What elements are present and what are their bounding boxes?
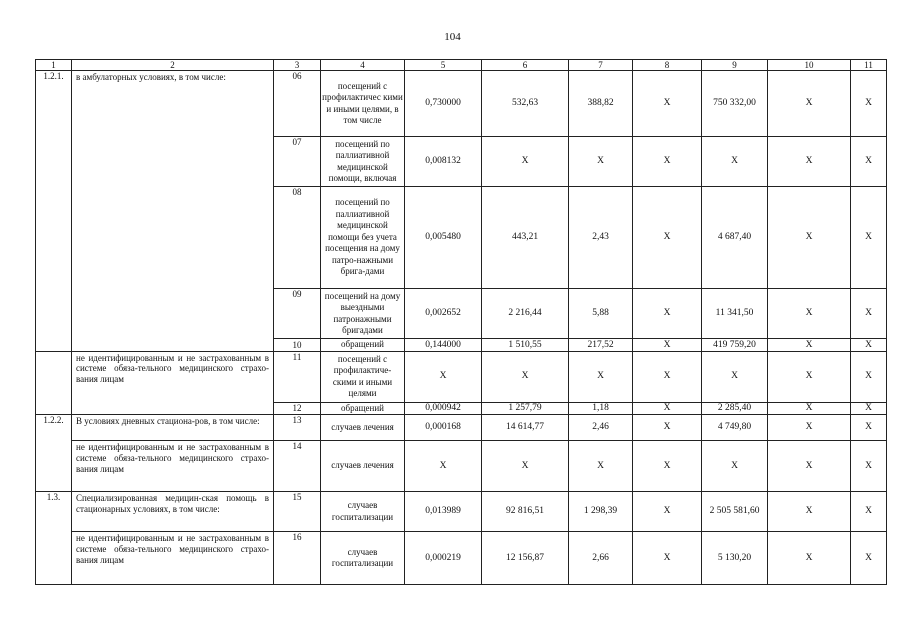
row-description: В условиях дневных стационa-ров, в том числе: xyxy=(72,415,274,441)
unit-of-measure: случаев лечения xyxy=(321,441,405,492)
value-col-7: 2,66 xyxy=(569,532,633,585)
value-col-10: Х xyxy=(768,351,851,402)
value-col-6: 12 156,87 xyxy=(482,532,569,585)
value-col-5: 0,013989 xyxy=(405,492,482,532)
value-col-9: 4 749,80 xyxy=(702,415,768,441)
value-col-9: 11 341,50 xyxy=(702,289,768,339)
line-code: 11 xyxy=(274,351,321,402)
header-cell: 3 xyxy=(274,60,321,71)
value-col-5: 0,002652 xyxy=(405,289,482,339)
value-col-11: Х xyxy=(851,441,887,492)
value-col-6: 2 216,44 xyxy=(482,289,569,339)
header-cell: 1 xyxy=(36,60,72,71)
section-number xyxy=(36,351,72,415)
value-col-7: 217,52 xyxy=(569,339,633,352)
unit-of-measure: посещений с профилактичес кими и иными целями, в том числе xyxy=(321,71,405,137)
value-col-11: Х xyxy=(851,532,887,585)
line-code: 15 xyxy=(274,492,321,532)
value-col-8: Х xyxy=(633,137,702,187)
value-col-7: Х xyxy=(569,351,633,402)
line-code: 09 xyxy=(274,289,321,339)
value-col-11: Х xyxy=(851,187,887,289)
unit-of-measure: обращений xyxy=(321,402,405,415)
value-col-5: Х xyxy=(405,351,482,402)
value-col-7: Х xyxy=(569,441,633,492)
value-col-5: 0,144000 xyxy=(405,339,482,352)
value-col-8: Х xyxy=(633,339,702,352)
value-col-11: Х xyxy=(851,289,887,339)
header-cell: 8 xyxy=(633,60,702,71)
value-col-10: Х xyxy=(768,339,851,352)
unit-of-measure: случаев госпитализации xyxy=(321,532,405,585)
value-col-9: 2 505 581,60 xyxy=(702,492,768,532)
value-col-9: 5 130,20 xyxy=(702,532,768,585)
row-description: Специализированная медицин-ская помощь в стационарных условиях, в том числе: xyxy=(72,492,274,532)
value-col-8: Х xyxy=(633,402,702,415)
value-col-9: 2 285,40 xyxy=(702,402,768,415)
row-description: не идентифицированным и не застрахованным в системе обяза-тельного медицинского страхо-вания лицам xyxy=(72,351,274,415)
value-col-5: 0,005480 xyxy=(405,187,482,289)
line-code: 08 xyxy=(274,187,321,289)
row-description: не идентифицированным и не застрахованным в системе обяза-тельного медицинского страхо-вания лицам xyxy=(72,532,274,585)
value-col-6: 14 614,77 xyxy=(482,415,569,441)
line-code: 07 xyxy=(274,137,321,187)
table-row xyxy=(36,351,887,402)
value-col-8: Х xyxy=(633,289,702,339)
unit-of-measure: посещений с профилактиче-скими и иными целями xyxy=(321,351,405,402)
value-col-9: Х xyxy=(702,351,768,402)
value-col-6: Х xyxy=(482,137,569,187)
medical-care-volume-table xyxy=(35,59,887,585)
value-col-11: Х xyxy=(851,415,887,441)
value-col-10: Х xyxy=(768,289,851,339)
value-col-10: Х xyxy=(768,137,851,187)
value-col-6: 1 257,79 xyxy=(482,402,569,415)
value-col-5: 0,000219 xyxy=(405,532,482,585)
value-col-9: 4 687,40 xyxy=(702,187,768,289)
header-cell: 4 xyxy=(321,60,405,71)
unit-of-measure: обращений xyxy=(321,339,405,352)
section-number: 1.3. xyxy=(36,492,72,585)
value-col-7: 1 298,39 xyxy=(569,492,633,532)
header-cell: 2 xyxy=(72,60,274,71)
value-col-9: Х xyxy=(702,137,768,187)
table-row xyxy=(36,415,887,441)
unit-of-measure: случаев лечения xyxy=(321,415,405,441)
header-cell: 6 xyxy=(482,60,569,71)
line-code: 13 xyxy=(274,415,321,441)
unit-of-measure: посещений на дому выездными патронажными бригадами xyxy=(321,289,405,339)
header-cell: 5 xyxy=(405,60,482,71)
value-col-11: Х xyxy=(851,492,887,532)
line-code: 14 xyxy=(274,441,321,492)
value-col-11: Х xyxy=(851,402,887,415)
row-description: в амбулаторных условиях, в том числе: xyxy=(72,71,274,352)
value-col-7: 2,43 xyxy=(569,187,633,289)
value-col-7: 388,82 xyxy=(569,71,633,137)
section-number: 1.2.1. xyxy=(36,71,72,352)
table-row xyxy=(36,532,887,585)
header-cell: 11 xyxy=(851,60,887,71)
value-col-5: 0,730000 xyxy=(405,71,482,137)
value-col-7: Х xyxy=(569,137,633,187)
value-col-10: Х xyxy=(768,532,851,585)
value-col-9: Х xyxy=(702,441,768,492)
value-col-8: Х xyxy=(633,415,702,441)
value-col-10: Х xyxy=(768,402,851,415)
line-code: 16 xyxy=(274,532,321,585)
header-cell: 7 xyxy=(569,60,633,71)
value-col-5: 0,008132 xyxy=(405,137,482,187)
value-col-8: Х xyxy=(633,71,702,137)
value-col-11: Х xyxy=(851,339,887,352)
value-col-6: Х xyxy=(482,441,569,492)
value-col-7: 5,88 xyxy=(569,289,633,339)
value-col-7: 1,18 xyxy=(569,402,633,415)
value-col-8: Х xyxy=(633,532,702,585)
value-col-10: Х xyxy=(768,441,851,492)
line-code: 10 xyxy=(274,339,321,352)
page-number: 104 xyxy=(444,31,461,43)
value-col-5: 0,000942 xyxy=(405,402,482,415)
value-col-5: Х xyxy=(405,441,482,492)
table-row xyxy=(36,441,887,492)
header-row xyxy=(36,60,887,71)
table-row xyxy=(36,71,887,137)
value-col-6: 532,63 xyxy=(482,71,569,137)
row-description: не идентифицированным и не застрахованным в системе обяза-тельного медицинского страхо-вания лицам xyxy=(72,441,274,492)
unit-of-measure: случаев госпитализации xyxy=(321,492,405,532)
line-code: 12 xyxy=(274,402,321,415)
value-col-11: Х xyxy=(851,137,887,187)
value-col-6: 1 510,55 xyxy=(482,339,569,352)
value-col-10: Х xyxy=(768,187,851,289)
value-col-8: Х xyxy=(633,351,702,402)
line-code: 06 xyxy=(274,71,321,137)
value-col-9: 750 332,00 xyxy=(702,71,768,137)
value-col-8: Х xyxy=(633,187,702,289)
value-col-9: 419 759,20 xyxy=(702,339,768,352)
header-cell: 9 xyxy=(702,60,768,71)
value-col-5: 0,000168 xyxy=(405,415,482,441)
value-col-6: Х xyxy=(482,351,569,402)
value-col-11: Х xyxy=(851,71,887,137)
value-col-8: Х xyxy=(633,441,702,492)
header-cell: 10 xyxy=(768,60,851,71)
value-col-7: 2,46 xyxy=(569,415,633,441)
value-col-6: 443,21 xyxy=(482,187,569,289)
value-col-11: Х xyxy=(851,351,887,402)
value-col-8: Х xyxy=(633,492,702,532)
table-row xyxy=(36,492,887,532)
section-number: 1.2.2. xyxy=(36,415,72,492)
value-col-10: Х xyxy=(768,492,851,532)
value-col-10: Х xyxy=(768,71,851,137)
value-col-6: 92 816,51 xyxy=(482,492,569,532)
unit-of-measure: посещений по паллиативной медицинской помощи без учета посещения на дому патро-нажными брига-дами xyxy=(321,187,405,289)
unit-of-measure: посещений по паллиативной медицинской помощи, включая xyxy=(321,137,405,187)
value-col-10: Х xyxy=(768,415,851,441)
